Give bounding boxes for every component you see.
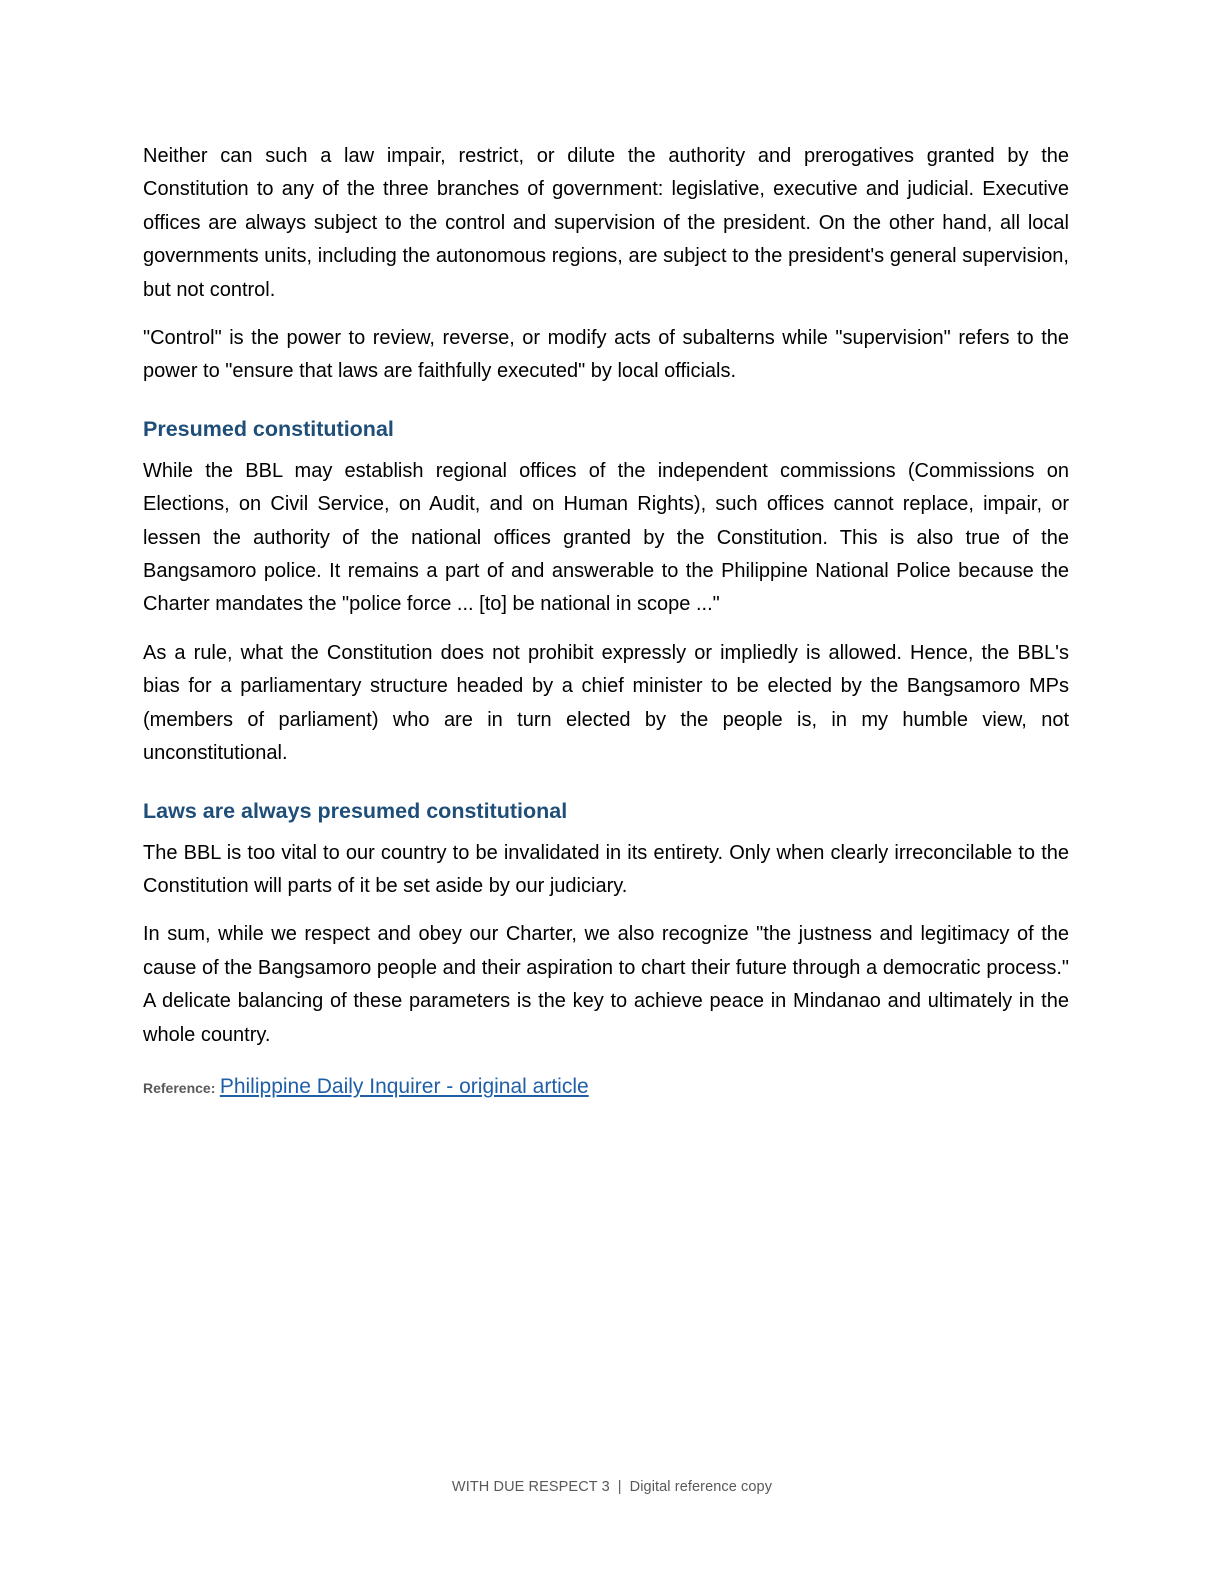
section-heading: Presumed constitutional [143,416,394,441]
body-paragraph: The BBL is too vital to our country to be invalidated in its entirety. Only when clearly irreconcilable to the Constitution will parts of it be set aside by our judiciary. [143,841,1069,897]
page-footer [0,1479,1224,1495]
document-body [143,140,1069,1104]
footer-title: WITH DUE RESPECT 3 [451,1479,610,1495]
reference-line [143,1072,1069,1104]
reference-link[interactable]: Philippine Daily Inquirer - original article [219,1074,589,1098]
section-heading: Laws are always presumed constitutional [143,798,568,823]
body-paragraph: As a rule, what the Constitution does not prohibit expressly or impliedly is allowed. Hence, the BBL's bias for a parliamentary structure headed by a chief minister to be elected by the Bangsamoro MPs (members of parliament) who are in turn elected by the people is, in my humble view, not unconstitutional. [143,641,1069,765]
reference-label: Reference: [143,1079,216,1096]
body-paragraph: Neither can such a law impair, restrict, or dilute the authority and prerogatives granted by the Constitution to any of the three branches of government: legislative, executive and judicial. Executive offices are always subject to the control and supervision of the president. On the other hand, all local governments units, including the autonomous regions, are subject to the president's general supervision, but not control. [143,145,1069,301]
body-paragraph: In sum, while we respect and obey our Charter, we also recognize "the justness and legitimacy of the cause of the Bangsamoro people and their aspiration to chart their future through a democratic process." A delicate balancing of these parameters is the key to achieve peace in Mindanao and ultimately in the whole country. [143,923,1069,1046]
footer-note: Digital reference copy [629,1479,773,1495]
body-paragraph: "Control" is the power to review, reverse, or modify acts of subalterns while "supervision" refers to the power to "ensure that laws are faithfully executed" by local officials. [143,327,1069,383]
body-paragraph: While the BBL may establish regional offices of the independent commissions (Commissions on Elections, on Civil Service, on Audit, and on Human Rights), such offices cannot replace, impair, or lessen the authority of the national offices granted by the Constitution. This is also true of the Bangsamoro police. It remains a part of and answerable to the Philippine National Police because the Charter mandates the "police force ... [to] be national in scope ..." [143,459,1069,616]
footer-separator: | [617,1479,622,1495]
